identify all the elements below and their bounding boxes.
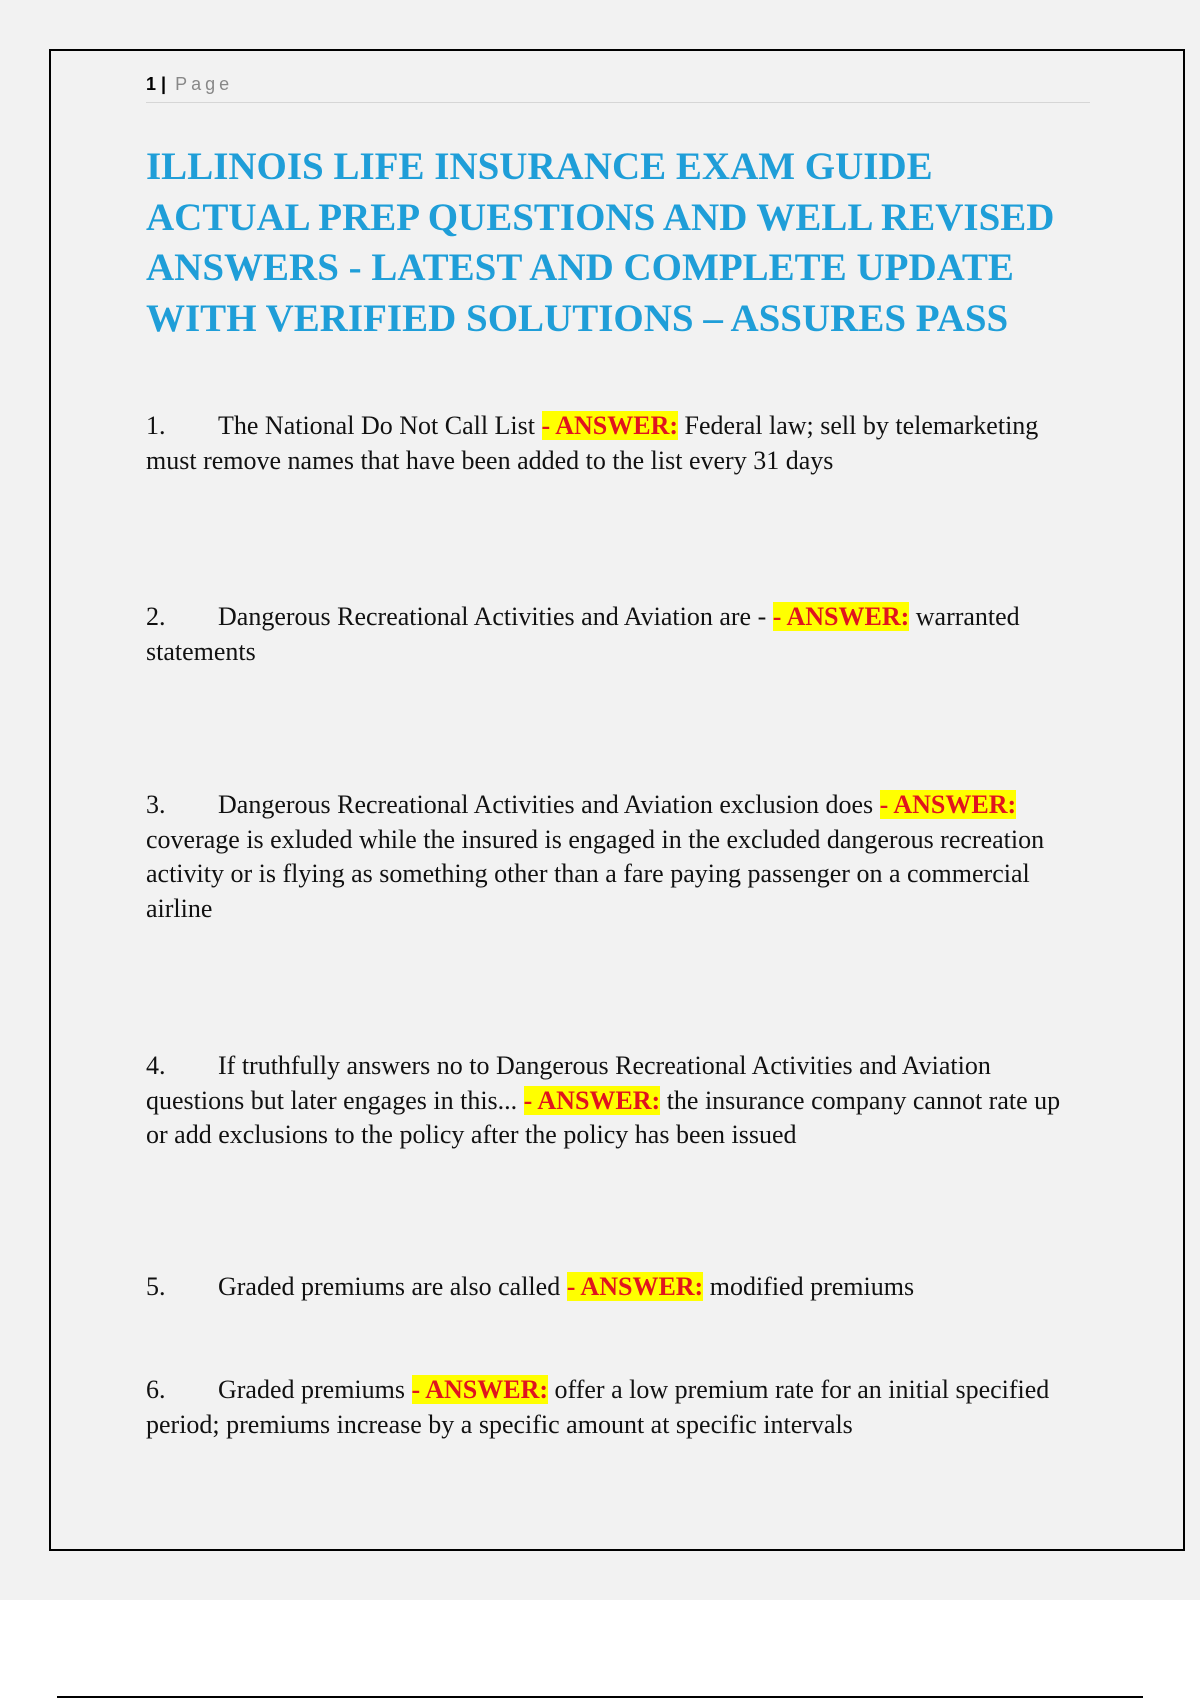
qa-answer: warranted statements <box>146 602 1020 666</box>
qa-item-6 <box>146 1373 1076 1442</box>
document-title: ILLINOIS LIFE INSURANCE EXAM GUIDE ACTUAL PREP QUESTIONS AND WELL REVISED ANSWERS - LATEST AND COMPLETE UPDATE WITH VERIFIED SOLUTIONS – ASSURES PASS <box>146 145 1055 340</box>
answer-marker: - ANSWER: <box>566 1272 704 1301</box>
qa-item-1 <box>146 409 1076 478</box>
qa-question: Graded premiums <box>218 1375 412 1404</box>
qa-question: Graded premiums are also called <box>218 1272 567 1301</box>
qa-question: Dangerous Recreational Activities and Aviation exclusion does <box>218 790 880 819</box>
qa-answer: the insurance company cannot rate up or add exclusions to the policy after the policy has been issued <box>146 1085 1061 1149</box>
qa-item-4 <box>146 1049 1076 1153</box>
qa-answer: Federal law; sell by telemarketing must remove names that have been added to the list every 31 days <box>146 411 1039 475</box>
page-header <box>146 72 1090 103</box>
qa-item-3 <box>146 788 1076 926</box>
answer-marker: - ANSWER: <box>879 790 1017 819</box>
page-number: 1 <box>146 74 157 94</box>
qa-question: Dangerous Recreational Activities and Aviation are - <box>218 602 773 631</box>
qa-answer: offer a low premium rate for an initial specified period; premiums increase by a specific amount at specific intervals <box>146 1375 1050 1439</box>
qa-item-5 <box>146 1270 1076 1305</box>
answer-marker: - ANSWER: <box>772 602 910 631</box>
answer-marker: - ANSWER: <box>541 411 679 440</box>
next-page-rule <box>57 1696 1143 1698</box>
page-separator: | <box>161 74 167 94</box>
qa-number: 4. <box>146 1051 166 1080</box>
answer-marker: - ANSWER: <box>523 1085 661 1115</box>
qa-number: 2. <box>146 602 166 631</box>
qa-number: 5. <box>146 1272 166 1301</box>
qa-question: The National Do Not Call List <box>218 411 542 440</box>
qa-question: If truthfully answers no to Dangerous Recreational Activities and Aviation questions but later engages in this... <box>146 1051 991 1115</box>
page-label: Page <box>175 74 234 94</box>
qa-number: 6. <box>146 1375 166 1404</box>
qa-number: 1. <box>146 411 166 440</box>
qa-answer: modified premiums <box>709 1272 915 1301</box>
qa-number: 3. <box>146 790 166 819</box>
answer-marker: - ANSWER: <box>411 1375 549 1404</box>
qa-answer: coverage is exluded while the insured is engaged in the excluded dangerous recreation activity or is flying as something other than a fare paying passenger on a commercial airline <box>146 824 1045 923</box>
qa-item-2 <box>146 600 1076 669</box>
